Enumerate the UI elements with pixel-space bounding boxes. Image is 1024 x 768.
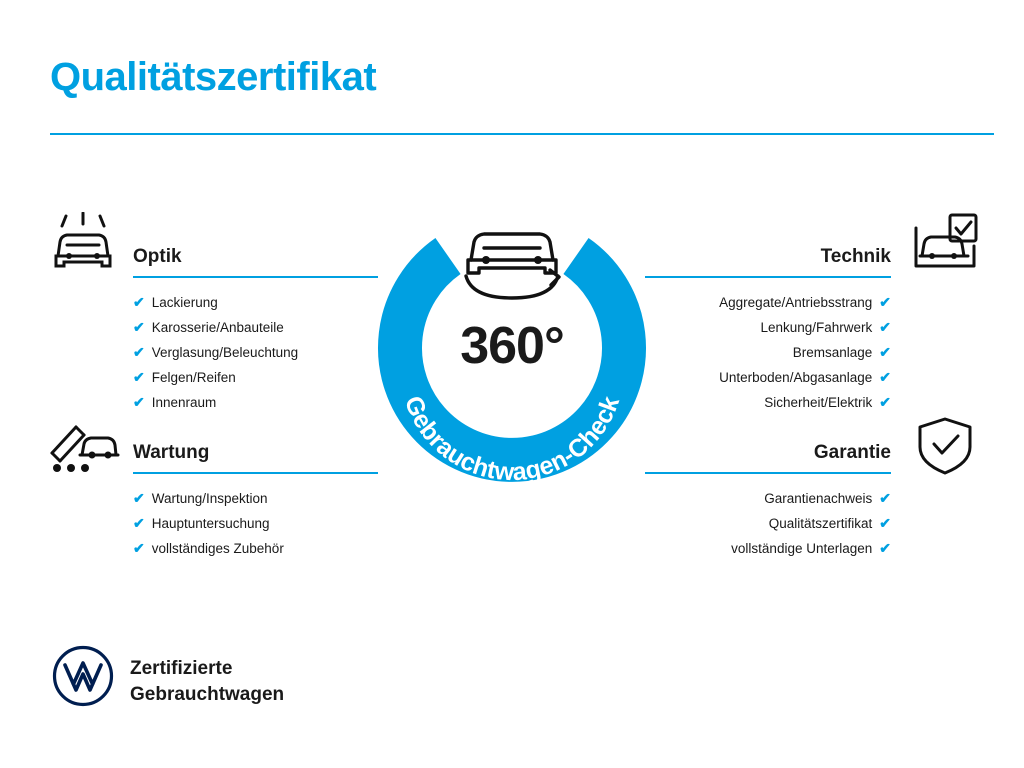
title-divider bbox=[50, 133, 994, 135]
list-item-label: Innenraum bbox=[151, 395, 217, 410]
shield-check-icon bbox=[914, 415, 976, 482]
list-item bbox=[645, 340, 891, 365]
list-item-label: Lenkung/Fahrwerk bbox=[760, 320, 873, 335]
list-item-label: Lackierung bbox=[151, 295, 218, 310]
360-check-badge bbox=[362, 196, 662, 496]
section-item-list bbox=[133, 290, 378, 415]
section-title: Garantie bbox=[813, 442, 891, 463]
section-optik bbox=[133, 232, 378, 415]
section-technik bbox=[645, 232, 891, 415]
list-item bbox=[133, 536, 378, 561]
list-item bbox=[645, 315, 891, 340]
list-item-label: Qualitätszertifikat bbox=[768, 516, 873, 531]
check-icon: ✔ bbox=[133, 540, 145, 556]
list-item bbox=[133, 390, 378, 415]
check-icon: ✔ bbox=[879, 369, 891, 385]
list-item bbox=[645, 486, 891, 511]
check-icon: ✔ bbox=[879, 540, 891, 556]
car-lift-icon bbox=[46, 415, 122, 482]
list-item bbox=[645, 511, 891, 536]
section-title: Optik bbox=[133, 246, 182, 267]
check-icon: ✔ bbox=[133, 394, 145, 410]
page-title: Qualitätszertifikat bbox=[50, 55, 377, 99]
check-icon: ✔ bbox=[879, 394, 891, 410]
section-divider bbox=[645, 472, 891, 474]
footer-line-2: Gebrauchtwagen bbox=[130, 684, 285, 705]
section-title: Technik bbox=[820, 246, 891, 267]
footer-text bbox=[130, 656, 284, 708]
list-item bbox=[133, 486, 378, 511]
check-icon: ✔ bbox=[879, 515, 891, 531]
check-icon: ✔ bbox=[879, 319, 891, 335]
list-item-label: vollständiges Zubehör bbox=[151, 541, 284, 556]
section-header bbox=[645, 232, 891, 278]
badge-arc-label: Gebrauchtwagen-Check bbox=[398, 392, 626, 487]
section-header bbox=[133, 232, 378, 278]
section-header bbox=[133, 428, 378, 474]
footer-line-1: Zertifizierte bbox=[130, 658, 233, 679]
check-icon: ✔ bbox=[879, 294, 891, 310]
badge-degrees: 360° bbox=[460, 317, 564, 375]
section-header bbox=[645, 428, 891, 474]
list-item-label: Verglasung/Beleuchtung bbox=[151, 345, 299, 360]
section-garantie bbox=[645, 428, 891, 561]
check-icon: ✔ bbox=[879, 344, 891, 360]
section-item-list bbox=[645, 290, 891, 415]
list-item bbox=[133, 365, 378, 390]
list-item-label: Sicherheit/Elektrik bbox=[764, 395, 873, 410]
list-item-label: Wartung/Inspektion bbox=[151, 491, 268, 506]
list-item-label: Hauptuntersuchung bbox=[151, 516, 270, 531]
list-item bbox=[133, 340, 378, 365]
section-item-list bbox=[645, 486, 891, 561]
car-polish-icon bbox=[48, 212, 118, 279]
list-item-label: Aggregate/Antriebsstrang bbox=[719, 295, 873, 310]
check-icon: ✔ bbox=[133, 490, 145, 506]
car-rotate-icon bbox=[466, 234, 559, 298]
check-icon: ✔ bbox=[133, 515, 145, 531]
list-item bbox=[133, 290, 378, 315]
check-icon: ✔ bbox=[133, 319, 145, 335]
list-item-label: Unterboden/Abgasanlage bbox=[719, 370, 873, 385]
list-item-label: Garantienachweis bbox=[764, 491, 873, 506]
list-item bbox=[645, 290, 891, 315]
list-item bbox=[645, 365, 891, 390]
section-item-list bbox=[133, 486, 378, 561]
list-item-label: Karosserie/Anbauteile bbox=[151, 320, 284, 335]
vw-logo bbox=[52, 645, 114, 712]
section-divider bbox=[645, 276, 891, 278]
list-item bbox=[133, 511, 378, 536]
section-title: Wartung bbox=[133, 442, 210, 463]
list-item bbox=[133, 315, 378, 340]
check-icon: ✔ bbox=[133, 294, 145, 310]
list-item bbox=[645, 536, 891, 561]
check-icon: ✔ bbox=[133, 344, 145, 360]
check-icon: ✔ bbox=[879, 490, 891, 506]
section-wartung bbox=[133, 428, 378, 561]
list-item-label: Bremsanlage bbox=[792, 345, 873, 360]
check-icon: ✔ bbox=[133, 369, 145, 385]
section-divider bbox=[133, 472, 378, 474]
list-item-label: Felgen/Reifen bbox=[151, 370, 236, 385]
car-checklist-icon bbox=[910, 212, 980, 279]
list-item-label: vollständige Unterlagen bbox=[731, 541, 873, 556]
list-item bbox=[645, 390, 891, 415]
section-divider bbox=[133, 276, 378, 278]
